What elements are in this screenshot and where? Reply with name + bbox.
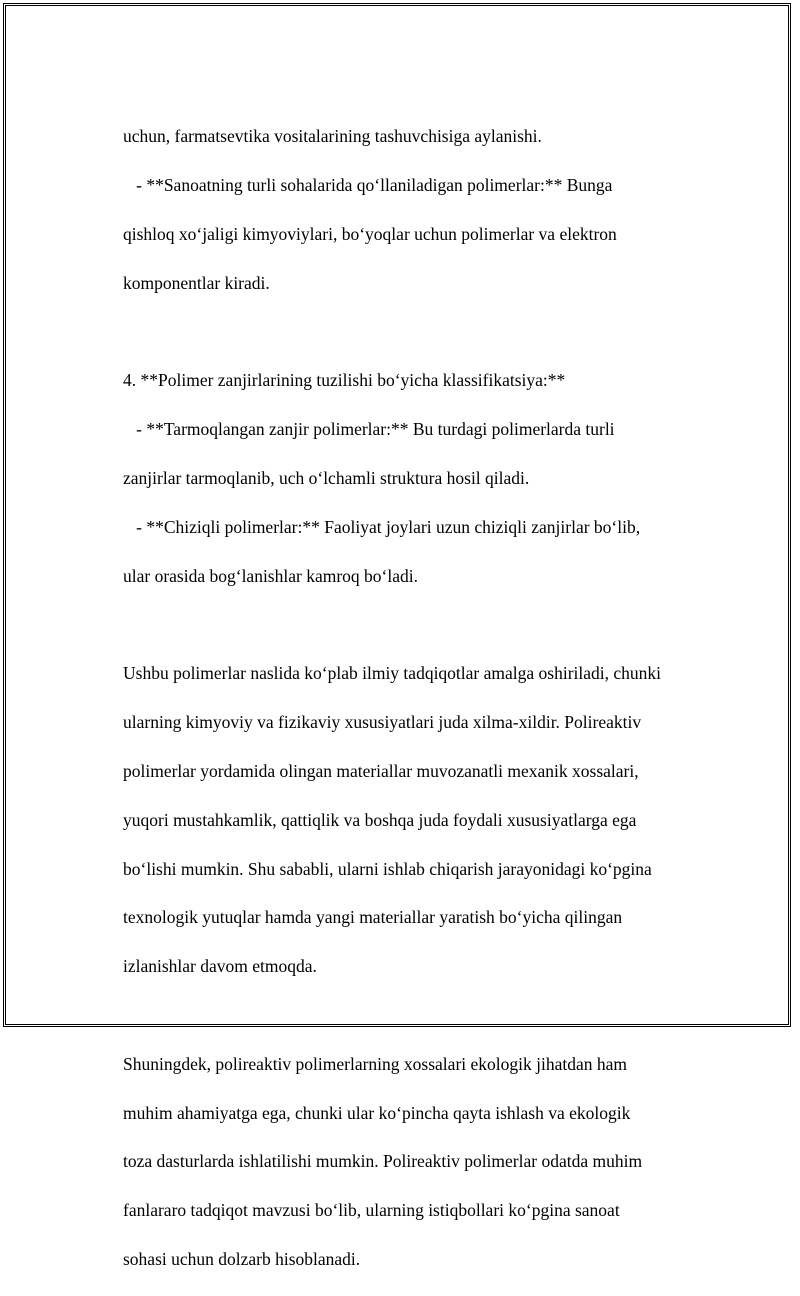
list-item: - **Chiziqli polimerlar:** Faoliyat joylari uzun chiziqli zanjirlar bo‘lib,	[123, 516, 641, 537]
text-line: toza dasturlarda ishlatilishi mumkin. Polireaktiv polimerlar odatda muhim	[123, 1151, 643, 1172]
text-line: ular orasida bog‘lanishlar kamroq bo‘ladi.	[123, 565, 418, 586]
paragraph-spacer	[123, 1003, 723, 1027]
paragraph-research	[123, 637, 723, 1003]
text-line: qishloq xo‘jaligi kimyoviylari, bo‘yoqlar uchun polimerlar va elektron	[123, 224, 617, 245]
text-line: polimerlar yordamida olingan materiallar muvozanatli mexanik xossalari,	[123, 760, 639, 781]
text-line: Shuningdek, polireaktiv polimerlarning xossalari ekologik jihatdan ham	[123, 1053, 627, 1074]
paragraph-ecology	[123, 1027, 723, 1295]
text-line: bo‘lishi mumkin. Shu sababli, ularni ishlab chiqarish jarayonidagi ko‘pgina	[123, 858, 652, 879]
text-line: Ushbu polimerlar naslida ko‘plab ilmiy tadqiqotlar amalga oshiriladi, chunki	[123, 663, 662, 684]
paragraph-intro-tail	[123, 100, 723, 320]
text-line: fanlararo tadqiqot mavzusi bo‘lib, ularning istiqbollari ko‘pgina sanoat	[123, 1200, 620, 1221]
text-line: sohasi uchun dolzarb hisoblanadi.	[123, 1249, 361, 1270]
paragraph-spacer	[123, 613, 723, 637]
list-item: - **Tarmoqlangan zanjir polimerlar:** Bu turdagi polimerlarda turli	[123, 419, 615, 440]
text-line: komponentlar kiradi.	[123, 272, 270, 293]
section-4-classification	[123, 344, 723, 612]
section-heading: 4. **Polimer zanjirlarining tuzilishi bo‘yicha klassifikatsiya:**	[123, 370, 566, 391]
text-line: izlanishlar davom etmoqda.	[123, 956, 317, 977]
page-frame	[3, 3, 791, 1270]
text-line: texnologik yutuqlar hamda yangi materiallar yaratish bo‘yicha qilingan	[123, 907, 623, 928]
text-line: ularning kimyoviy va fizikaviy xususiyatlari juda xilma-xildir. Polireaktiv	[123, 712, 642, 733]
text-line: - **Sanoatning turli sohalarida qo‘llaniladigan polimerlar:** Bunga	[123, 175, 613, 196]
text-line: uchun, farmatsevtika vositalarining tashuvchisiga aylanishi.	[123, 126, 542, 147]
text-line: zanjirlar tarmoqlanib, uch o‘lchamli struktura hosil qiladi.	[123, 468, 530, 489]
text-line: muhim ahamiyatga ega, chunki ular ko‘pincha qayta ishlash va ekologik	[123, 1102, 631, 1123]
paragraph-spacer	[123, 320, 723, 344]
document-body	[123, 100, 723, 1296]
text-line: yuqori mustahkamlik, qattiqlik va boshqa juda foydali xususiyatlarga ega	[123, 809, 637, 830]
